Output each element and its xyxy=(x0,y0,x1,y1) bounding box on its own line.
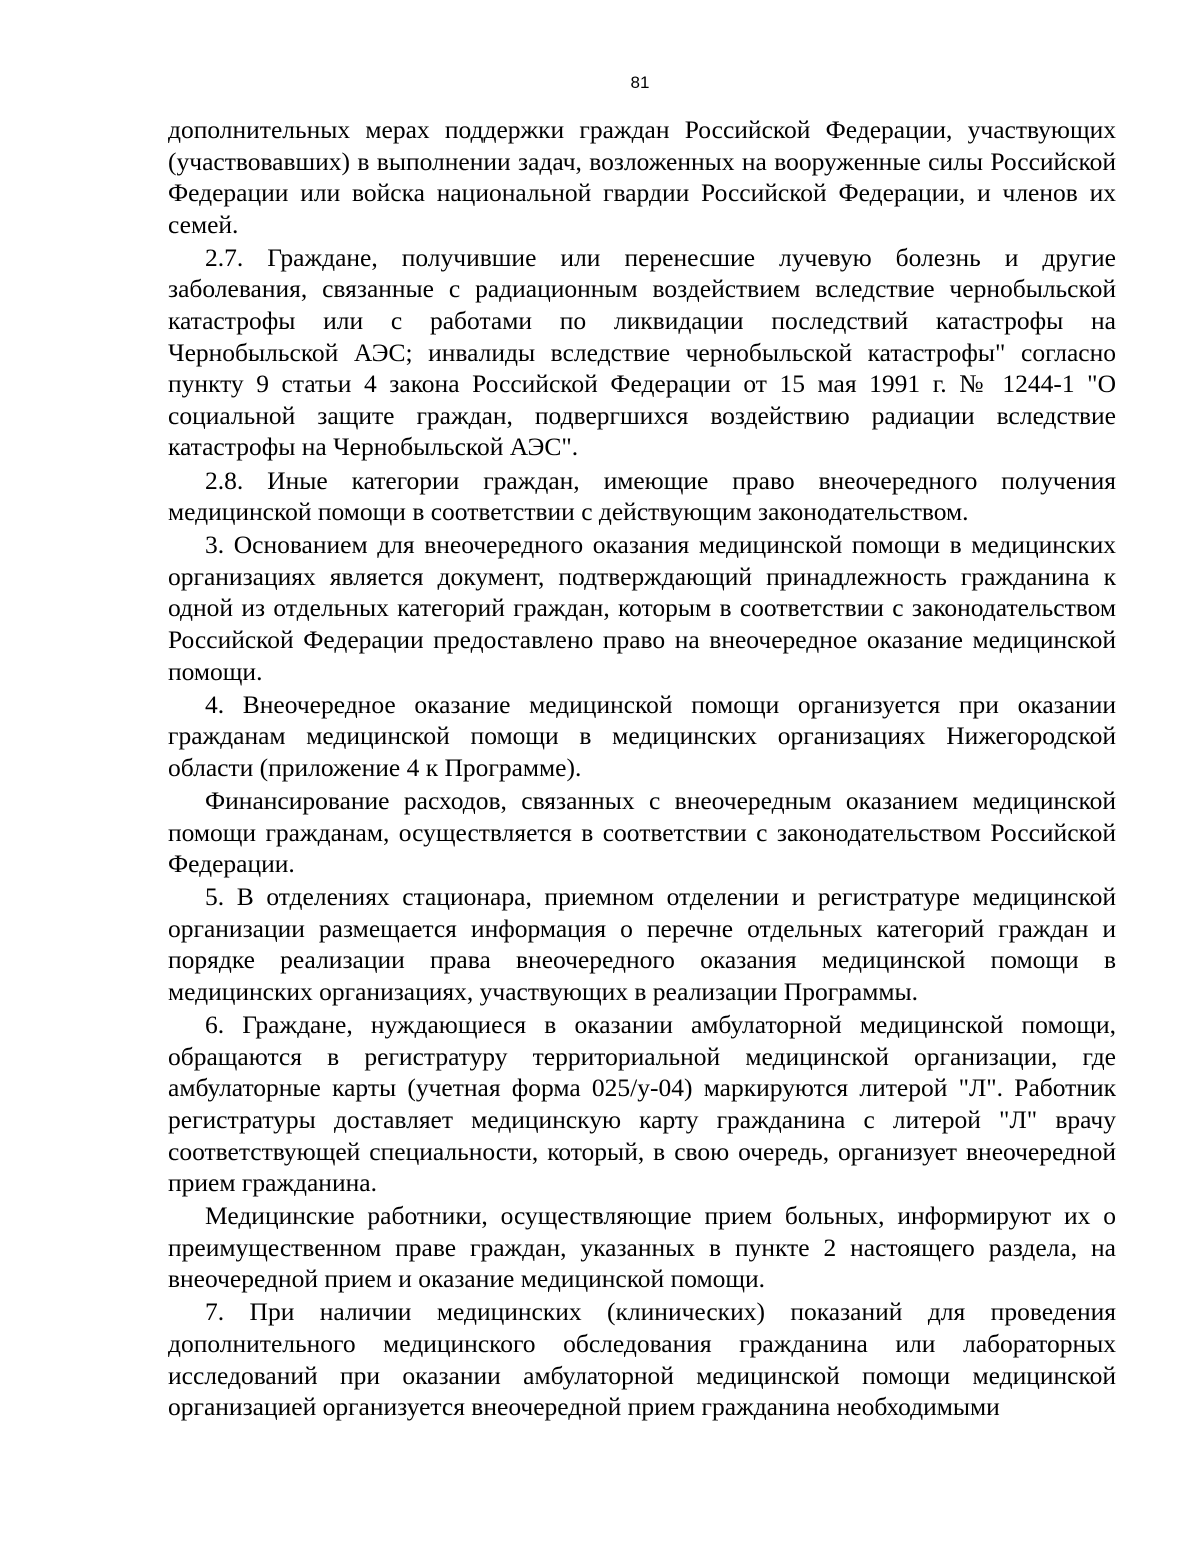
paragraph: 6. Граждане, нуждающиеся в оказании амбулаторной медицинской помощи, обращаются в регистратуру территориальной медицинской организации, где амбулаторные карты (учетная форма 025/у-04) маркируются литерой "Л". Работник регистратуры доставляет медицинскую карту гражданина с литерой "Л" врачу соответствующей специальности, который, в свою очередь, организует внеочередной прием гражданина. xyxy=(168,1010,1116,1198)
paragraph: 7. При наличии медицинских (клинических) показаний для проведения дополнительного медицинского обследования гражданина или лабораторных исследований при оказании амбулаторной медицинской помощи медицинской организацией организуется внеочередной прием гражданина необходимыми xyxy=(168,1297,1116,1422)
paragraph: 2.8. Иные категории граждан, имеющие право внеочередного получения медицинской помощи в соответствии с действующим законодательством. xyxy=(168,465,1116,527)
paragraph: 2.7. Граждане, получившие или перенесшие лучевую болезнь и другие заболевания, связанные с радиационным воздействием вследствие чернобыльской катастрофы или с работами по ликвидации последствий катастрофы на Чернобыльской АЭС; инвалиды вследствие чернобыльской катастрофы" согласно пункту 9 статьи 4 закона Российской Федерации от 15 мая 1991 г. № 1244-1 "О социальной защите граждан, подвергшихся воздействию радиации вследствие катастрофы на Чернобыльской АЭС". xyxy=(168,242,1116,462)
paragraph: дополнительных мерах поддержки граждан Российской Федерации, участвующих (участвовавших) в выполнении задач, возложенных на вооруженные силы Российской Федерации или войска национальной гвардии Российской Федерации, и членов их семей. xyxy=(168,115,1116,239)
paragraph: 4. Внеочередное оказание медицинской помощи организуется при оказании гражданам медицинской помощи в медицинских организациях Нижегородской области (приложение 4 к Программе). xyxy=(168,689,1116,782)
document-body xyxy=(168,114,1116,1424)
page-number: 81 xyxy=(630,73,650,92)
paragraph: Медицинские работники, осуществляющие прием больных, информируют их о преимущественном праве граждан, указанных в пункте 2 настоящего раздела, на внеочередной прием и оказание медицинской помощи. xyxy=(168,1201,1116,1294)
paragraph: 5. В отделениях стационара, приемном отделении и регистратуре медицинской организации размещается информация о перечне отдельных категорий граждан и порядке реализации права внеочередного оказания медицинской помощи в медицинских организациях, участвующих в реализации Программы. xyxy=(168,882,1116,1007)
paragraph: Финансирование расходов, связанных с внеочередным оказанием медицинской помощи гражданам, осуществляется в соответствии с законодательством Российской Федерации. xyxy=(168,785,1116,879)
paragraph: 3. Основанием для внеочередного оказания медицинской помощи в медицинских организациях является документ, подтверждающий принадлежность гражданина к одной из отдельных категорий граждан, которым в соответствии с законодательством Российской Федерации предоставлено право на внеочередное оказание медицинской помощи. xyxy=(168,530,1116,686)
